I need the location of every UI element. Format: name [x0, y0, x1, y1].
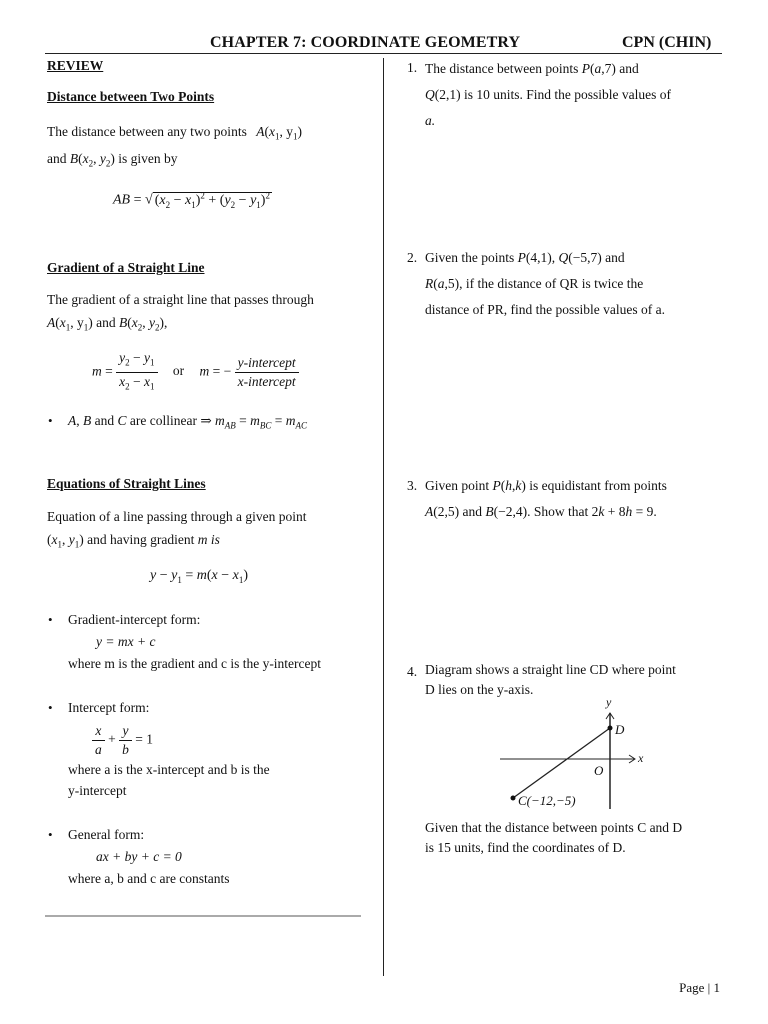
distance-text: The distance between any two points $A(x_1$, $y_1$) [47, 124, 302, 142]
chapter-code: CPN (CHIN) [622, 34, 712, 51]
gradient-heading: Gradient of a Straight Line [47, 260, 205, 275]
bullet: • [48, 612, 53, 627]
gi-equation: y = mx + c [96, 634, 156, 649]
question-2-number: 2. [407, 250, 418, 265]
intercept-formula: $\frac{x}{a}$ + $\frac{y}{b}$ = 1 [92, 722, 153, 759]
gi-title: Gradient-intercept form: [68, 612, 201, 627]
gradient-text: The gradient of a straight line that passes through [47, 292, 314, 307]
page-number: Page | 1 [679, 980, 720, 995]
bullet: • [48, 827, 53, 842]
question-4-number: 4. [407, 664, 418, 679]
header-rule [45, 53, 722, 54]
equations-text-2: ($x_1$, $y_1$) and having gradient m is [47, 532, 220, 550]
question-2: Given the points P(4,1), Q(−5,7) and R(a,5), if the distance of QR is twice the distance of PR, find the possible values of a. [425, 250, 665, 317]
int-where-2: y-intercept [68, 783, 127, 798]
equations-text: Equation of a line passing through a given point [47, 509, 307, 524]
bullet: • [48, 700, 53, 715]
point-c-label: C(−12,−5) [518, 793, 576, 808]
int-title: Intercept form: [68, 700, 150, 715]
gradient-formula: m = $\frac{y_2 - y_1}{x_2 - x_1}$ or m = − $\frac{\text{y-intercept}}{\text{x-intercept}}$ [92, 349, 299, 395]
point-d [608, 726, 613, 731]
point-slope-formula: $y - y_1 = m(x - x_1)$ [150, 568, 249, 585]
int-where-1: where a is the x-intercept and b is the [68, 762, 270, 777]
gi-where: where m is the gradient and c is the y-intercept [68, 656, 322, 671]
x-axis-label: x [638, 751, 644, 765]
distance-heading: Distance between Two Points [47, 89, 215, 104]
question-4: Diagram shows a straight line CD where point D lies on the y-axis. [425, 662, 676, 697]
bottom-rule [45, 915, 361, 917]
review-heading: REVIEW [47, 58, 104, 73]
y-axis-label: y [606, 695, 612, 709]
point-d-label: D [615, 722, 625, 737]
origin-label: O [594, 763, 604, 778]
question-3: Given point P(h,k) is equidistant from points A(2,5) and B(−2,4). Show that 2k + 8h = 9. [425, 478, 667, 519]
gen-where: where a, b and c are constants [68, 871, 230, 886]
gen-title: General form: [68, 827, 145, 842]
distance-text-2: and $B(x_2$, $y_2$) is given by [47, 151, 178, 169]
collinear-rule: A, B and C are collinear ⇒ $m_{AB} = m_{BC} = m_{AC}$ [68, 413, 308, 431]
column-divider [383, 58, 384, 976]
point-c [511, 796, 516, 801]
distance-formula: AB = √ $(x_2 - x_1)^2 + (y_2 - y_1)^2$ [113, 190, 270, 210]
question-1-number: 1. [407, 60, 418, 75]
gen-equation: ax + by + c = 0 [96, 849, 182, 864]
bullet: • [48, 413, 53, 428]
question-3-number: 3. [407, 478, 418, 493]
question-1: The distance between points P(a,7) and Q(2,1) is 10 units. Find the possible values of a. [425, 61, 671, 128]
equations-heading: Equations of Straight Lines [47, 476, 206, 491]
gradient-text-2: $A(x_1$, $y_1$) and $B(x_2$, $y_2$), [47, 315, 168, 333]
question-4-continued: Given that the distance between points C and D is 15 units, find the coordinates of D. [425, 820, 683, 855]
page-title: CHAPTER 7: COORDINATE GEOMETRY [210, 34, 521, 51]
